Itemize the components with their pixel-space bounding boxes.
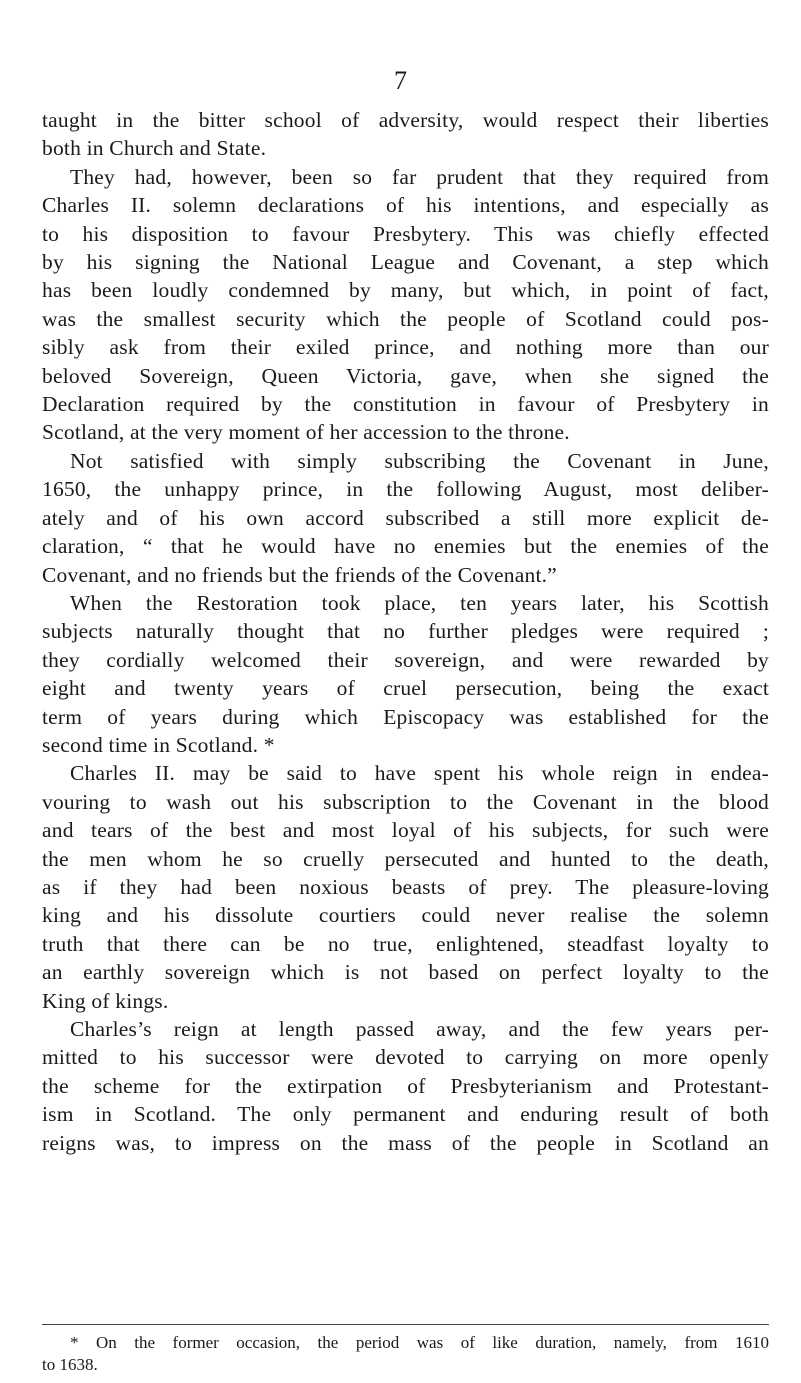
- text-line: They had, however, been so far prudent that they required from: [70, 164, 769, 189]
- text-line: beloved Sovereign, Queen Victoria, gave, when she signed the: [42, 363, 769, 388]
- text-line: ately and of his own accord subscribed a still more explicit de-: [42, 505, 769, 530]
- text-line: an earthly sovereign which is not based on perfect loyalty to the: [42, 960, 769, 985]
- text-line: mitted to his successor were devoted to carrying on more openly: [42, 1045, 769, 1070]
- text-line: Charles II. may be said to have spent his whole reign in endea-: [70, 761, 769, 786]
- text-line: claration, “ that he would have no enemies but the enemies of the: [42, 534, 769, 559]
- paragraph: [42, 1015, 769, 1157]
- footnote-line: * On the former occasion, the period was of like duration, namely, from 1610: [70, 1333, 769, 1352]
- text-line: as if they had been noxious beasts of prey. The pleasure-loving: [42, 874, 769, 899]
- paragraph: [42, 163, 769, 447]
- text-line: truth that there can be no true, enlightened, steadfast loyalty to: [42, 931, 769, 956]
- page-number: 7: [394, 66, 407, 95]
- text-line: Scotland, at the very moment of her accession to the throne.: [42, 420, 570, 445]
- text-line: term of years during which Episcopacy was established for the: [42, 704, 769, 729]
- text-line: vouring to wash out his subscription to the Covenant in the blood: [42, 789, 769, 814]
- text-line: sibly ask from their exiled prince, and nothing more than our: [42, 335, 769, 360]
- text-line: reigns was, to impress on the mass of the people in Scotland an: [42, 1130, 769, 1155]
- text-line: eight and twenty years of cruel persecution, being the exact: [42, 676, 769, 701]
- text-line: When the Restoration took place, ten years later, his Scottish: [70, 590, 769, 615]
- footnote-divider: [42, 1324, 769, 1325]
- paragraph: [42, 759, 769, 1015]
- text-line: both in Church and State.: [42, 136, 267, 161]
- paragraph: [42, 106, 769, 163]
- text-line: subjects naturally thought that no further pledges were required ;: [42, 619, 769, 644]
- text-line: second time in Scotland. *: [42, 732, 275, 757]
- text-line: Charles II. solemn declarations of his intentions, and especially as: [42, 193, 769, 218]
- footnote: [42, 1332, 769, 1376]
- text-line: Declaration required by the constitution in favour of Presbytery in: [42, 392, 769, 417]
- text-line: the men whom he so cruelly persecuted and hunted to the death,: [42, 846, 769, 871]
- text-line: has been loudly condemned by many, but which, in point of fact,: [42, 278, 769, 303]
- text-line: the scheme for the extirpation of Presbyterianism and Protestant-: [42, 1073, 769, 1098]
- text-line: Not satisfied with simply subscribing the Covenant in June,: [70, 448, 769, 473]
- paragraph: [42, 447, 769, 589]
- text-line: ism in Scotland. The only permanent and enduring result of both: [42, 1102, 769, 1127]
- text-line: Covenant, and no friends but the friends of the Covenant.”: [42, 562, 557, 587]
- text-line: to his disposition to favour Presbytery. This was chiefly effected: [42, 221, 769, 246]
- text-line: by his signing the National League and Covenant, a step which: [42, 250, 769, 275]
- paragraph: [42, 589, 769, 759]
- text-line: they cordially welcomed their sovereign, and were rewarded by: [42, 647, 769, 672]
- text-line: and tears of the best and most loyal of his subjects, for such were: [42, 818, 769, 843]
- text-line: King of kings.: [42, 988, 169, 1013]
- text-line: king and his dissolute courtiers could never realise the solemn: [42, 903, 769, 928]
- text-line: was the smallest security which the people of Scotland could pos-: [42, 306, 769, 331]
- footnote-line: to 1638.: [42, 1355, 98, 1374]
- text-line: taught in the bitter school of adversity, would respect their liberties: [42, 108, 769, 132]
- body-text: [42, 106, 769, 1157]
- text-line: 1650, the unhappy prince, in the following August, most deliber-: [42, 477, 769, 502]
- text-line: Charles’s reign at length passed away, and the few years per-: [70, 1017, 769, 1041]
